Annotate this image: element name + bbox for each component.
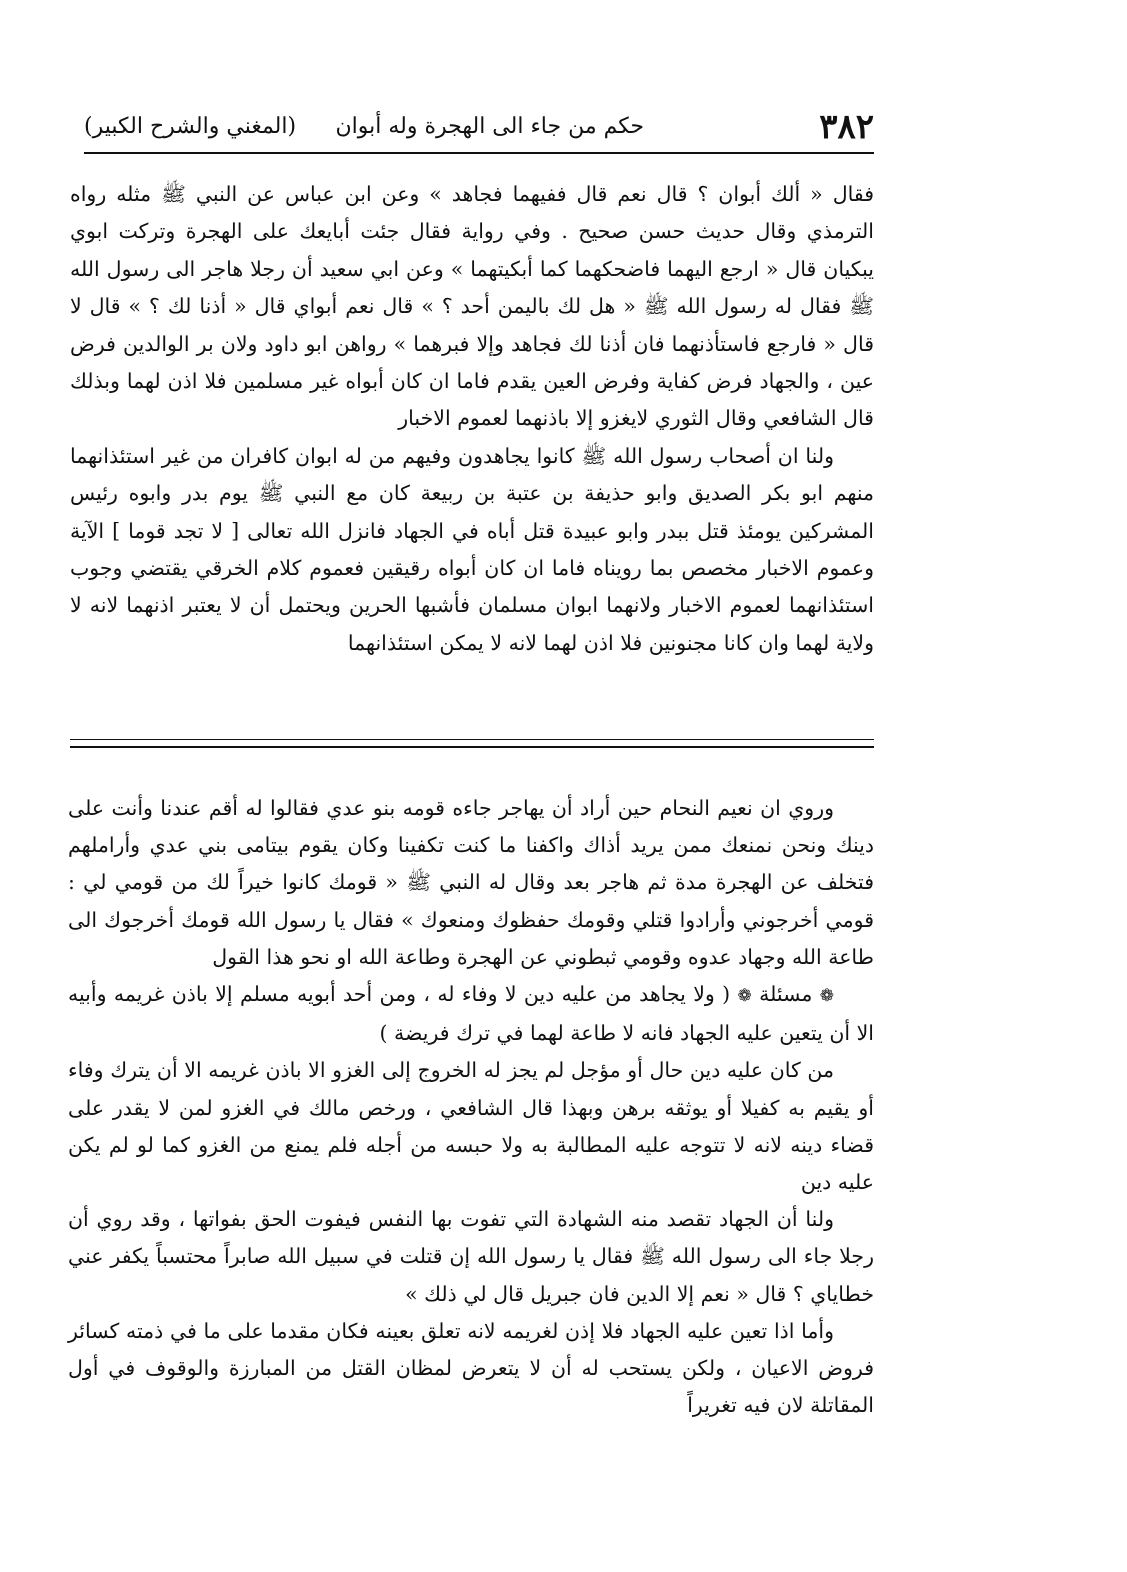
ornament-icon: ❁ [819, 986, 834, 1007]
page-number: ٣٨٢ [819, 107, 874, 147]
commentary-paragraph: من كان عليه دين حال أو مؤجل لم يجز له الخروج إلى الغزو الا باذن غريمه الا أن يترك وفاء أو يقيم به كفيلا أو يوثقه برهن وبهذا قال الشافعي ، ورخص مالك في الغزو لمن لا يقدر على قضاء دينه لانه لا تتوجه عليه المطالبة به ولا حبسه من أجله فلم يمنع من الغزو كما لو لم يكن عليه دين [68, 1058, 874, 1195]
main-text [70, 176, 874, 662]
chapter-title: حكم من جاء الى الهجرة وله أبوان [335, 114, 644, 139]
header-rule [84, 152, 874, 154]
masala-heading [68, 976, 874, 1052]
main-paragraph: فقال « ألك أبوان ؟ قال نعم قال ففيهما فجاهد » وعن ابن عباس عن النبي ﷺ مثله رواه الترمذي وقال حديث حسن صحيح . وفي رواية فقال جئت أبايعك على الهجرة وتركت ابوي يبكيان قال « ارجع اليهما فاضحكهما كما أبكيتهما » وعن ابي سعيد أن رجلا هاجر الى رسول الله ﷺ فقال له رسول الله ﷺ « هل لك باليمن أحد ؟ » قال نعم أبواي قال « أذنا لك ؟ » قال لا قال « فارجع فاستأذنهما فان أذنا لك فجاهد وإلا فبرهما » رواهن ابو داود ولان بر الوالدين فرض عين ، والجهاد فرض كفاية وفرض العين يقدم فاما ان كان أبواه غير مسلمين فلا اذن لهما وبذلك قال الشافعي وقال الثوري لايغزو إلا باذنهما لعموم الاخبار [70, 182, 874, 431]
book-title: (المغني والشرح الكبير) [84, 114, 297, 139]
ornament-icon: ❁ [737, 986, 752, 1007]
commentary-paragraph: ولنا أن الجهاد تقصد منه الشهادة التي تفوت بها النفس فيفوت الحق بفواتها ، وقد روي أن رجلا جاء الى رسول الله ﷺ فقال يا رسول الله إن قتلت في سبيل الله صابراً محتسباً يكفر عني خطاياي ؟ قال « نعم إلا الدين فان جبريل قال لي ذلك » [68, 1207, 874, 1306]
separator-rule [70, 746, 874, 748]
page-header [84, 104, 874, 150]
separator-rule [70, 739, 874, 740]
masala-label: مسئلة [759, 982, 813, 1007]
narration-paragraph: وروي ان نعيم النحام حين أراد أن يهاجر جاءه قومه بنو عدي فقالوا له أقم عندنا وأنت على دينك ونحن نمنعك ممن يريد أذاك واكفنا ما كنت تكفينا وكان يقوم بيتامى بني عدي وأراملهم فتخلف عن الهجرة مدة ثم هاجر بعد وقال له النبي ﷺ « قومك كانوا خيراً لك من قومي لي : قومي أخرجوني وأرادوا قتلي وقومك حفظوك ومنعوك » فقال يا رسول الله قومك أخرجوك الى طاعة الله وجهاد عدوه وقومي ثبطوني عن الهجرة وطاعة الله او نحو هذا القول [68, 796, 874, 969]
masala-text: ( ولا يجاهد من عليه دين لا وفاء له ، ومن أحد أبويه مسلم إلا باذن غريمه وأبيه الا أن يتعين عليه الجهاد فانه لا طاعة لهما في ترك فريضة ) [68, 982, 874, 1046]
main-paragraph: ولنا ان أصحاب رسول الله ﷺ كانوا يجاهدون وفيهم من له ابوان كافران من غير استئذانهما منهم ابو بكر الصديق وابو حذيفة بن عتبة بن ربيعة كان مع النبي ﷺ يوم بدر وابوه رئيس المشركين يومئذ قتل ببدر وابو عبيدة قتل أباه في الجهاد فانزل الله تعالى [ لا تجد قوما ] الآية وعموم الاخبار مخصص بما رويناه فاما ان كان أبواه رقيقين فعموم كلام الخرقي يقتضي وجوب استئذانهما لعموم الاخبار ولانهما ابوان مسلمان فأشبها الحرين ويحتمل أن لا يعتبر اذنهما لانه لا ولاية لهما وان كانا مجنونين فلا اذن لهما لانه لا يمكن استئذانهما [70, 443, 874, 655]
commentary-paragraph: وأما اذا تعين عليه الجهاد فلا إذن لغريمه لانه تعلق بعينه فكان مقدما على ما في ذمته كسائر فروض الاعيان ، ولكن يستحب له أن لا يتعرض لمظان القتل من المبارزة والوقوف في أول المقاتلة لان فيه تغريراً [68, 1318, 874, 1418]
commentary-text [68, 790, 874, 1424]
